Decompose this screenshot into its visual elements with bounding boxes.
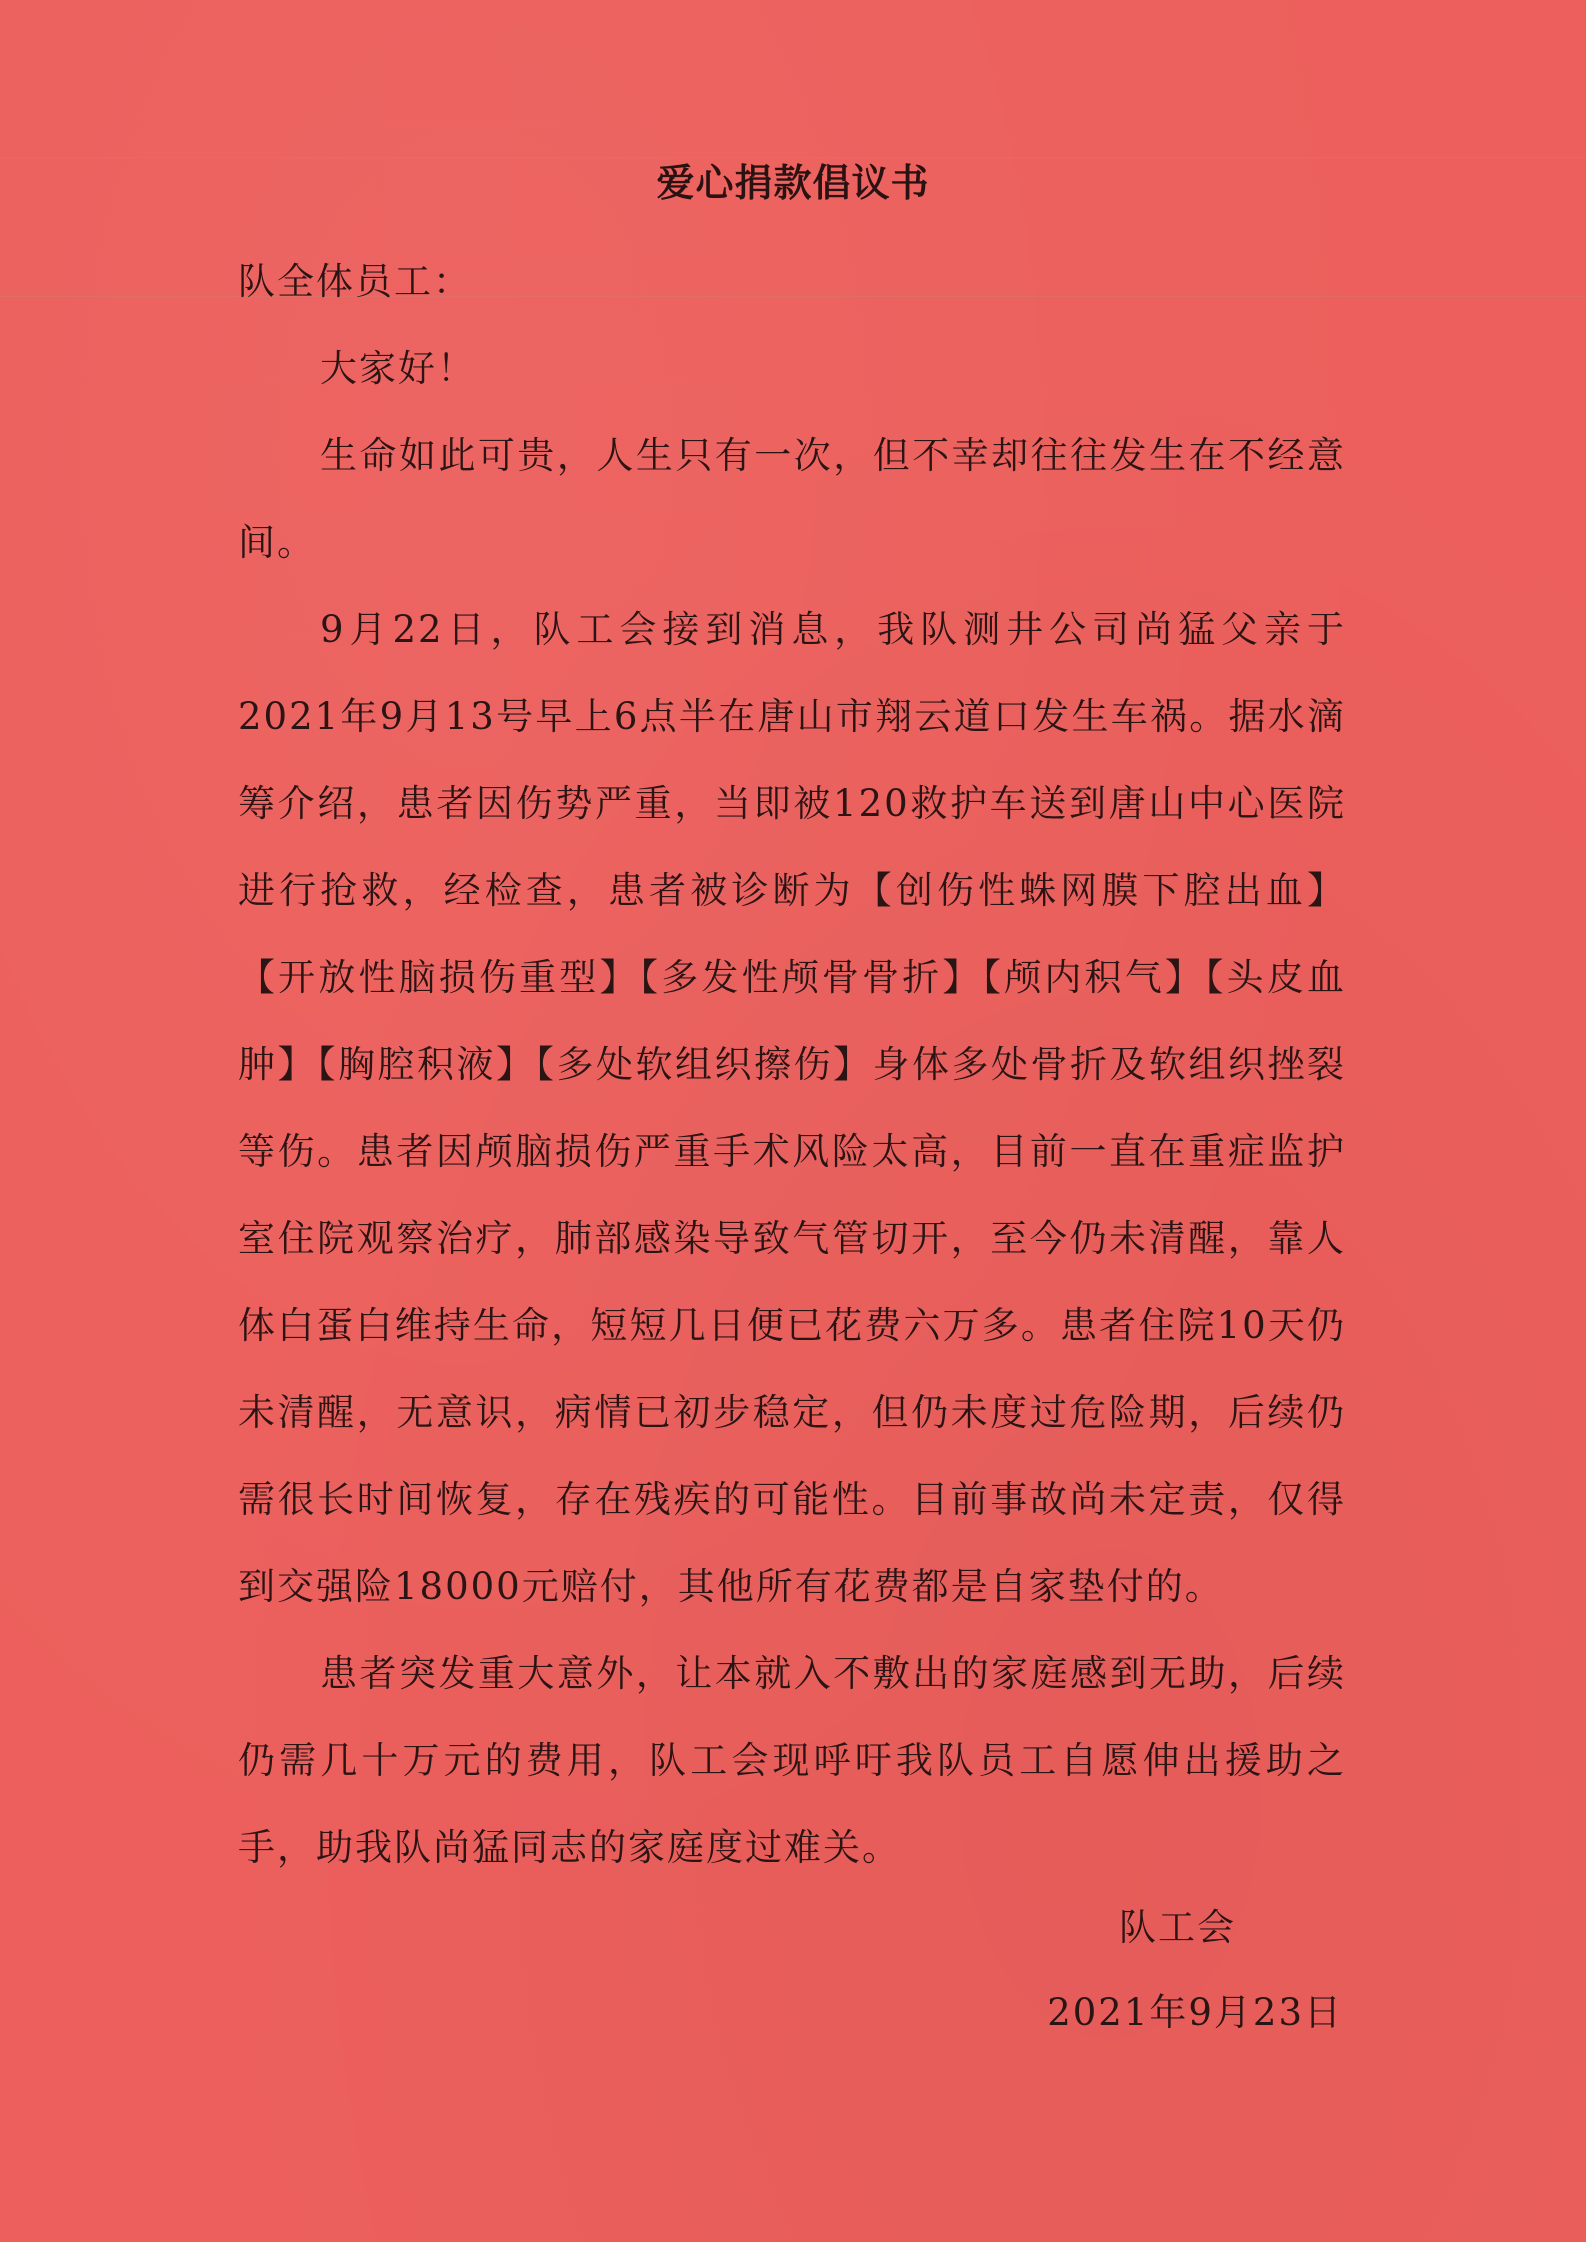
paragraph-greeting: 大家好！ <box>320 347 476 390</box>
letter-body <box>238 238 1346 1891</box>
document-title: 爱心捐款倡议书 <box>656 161 930 205</box>
salutation: 队全体员工： <box>238 260 472 303</box>
paragraph-appeal: 患者突发重大意外，让本就入不敷出的家庭感到无助，后续仍需几十万元的费用，队工会现呼吁我队员工自愿伸出援助之手，助我队尚猛同志的家庭度过难关。 <box>238 1652 1346 1869</box>
date: 2021年9月23日 <box>1047 1991 1343 2034</box>
paragraph-intro: 生命如此可贵，人生只有一次，但不幸却往往发生在不经意间。 <box>238 434 1346 564</box>
signature: 队工会 <box>1119 1906 1236 1949</box>
paragraph-incident: 9月22日，队工会接到消息，我队测井公司尚猛父亲于2021年9月13号早上6点半在唐山市翔云道口发生车祸。据水滴筹介绍，患者因伤势严重，当即被120救护车送到唐山中心医院进行抢救，经检查，患者被诊断为【创伤性蛛网膜下腔出血】【开放性脑损伤重型】【多发性颅骨骨折】【颅内积气】【头皮血肿】【胸腔积液】【多处软组织擦伤】身体多处骨折及软组织挫裂等伤。患者因颅脑损伤严重手术风险太高，目前一直在重症监护室住院观察治疗，肺部感染导致气管切开，至今仍未清醒，靠人体白蛋白维持生命，短短几日便已花费六万多。患者住院10天仍未清醒，无意识，病情已初步稳定，但仍未度过危险期，后续仍需很长时间恢复，存在残疾的可能性。目前事故尚未定责，仅得到交强险18000元赔付，其他所有花费都是自家垫付的。 <box>238 608 1346 1608</box>
